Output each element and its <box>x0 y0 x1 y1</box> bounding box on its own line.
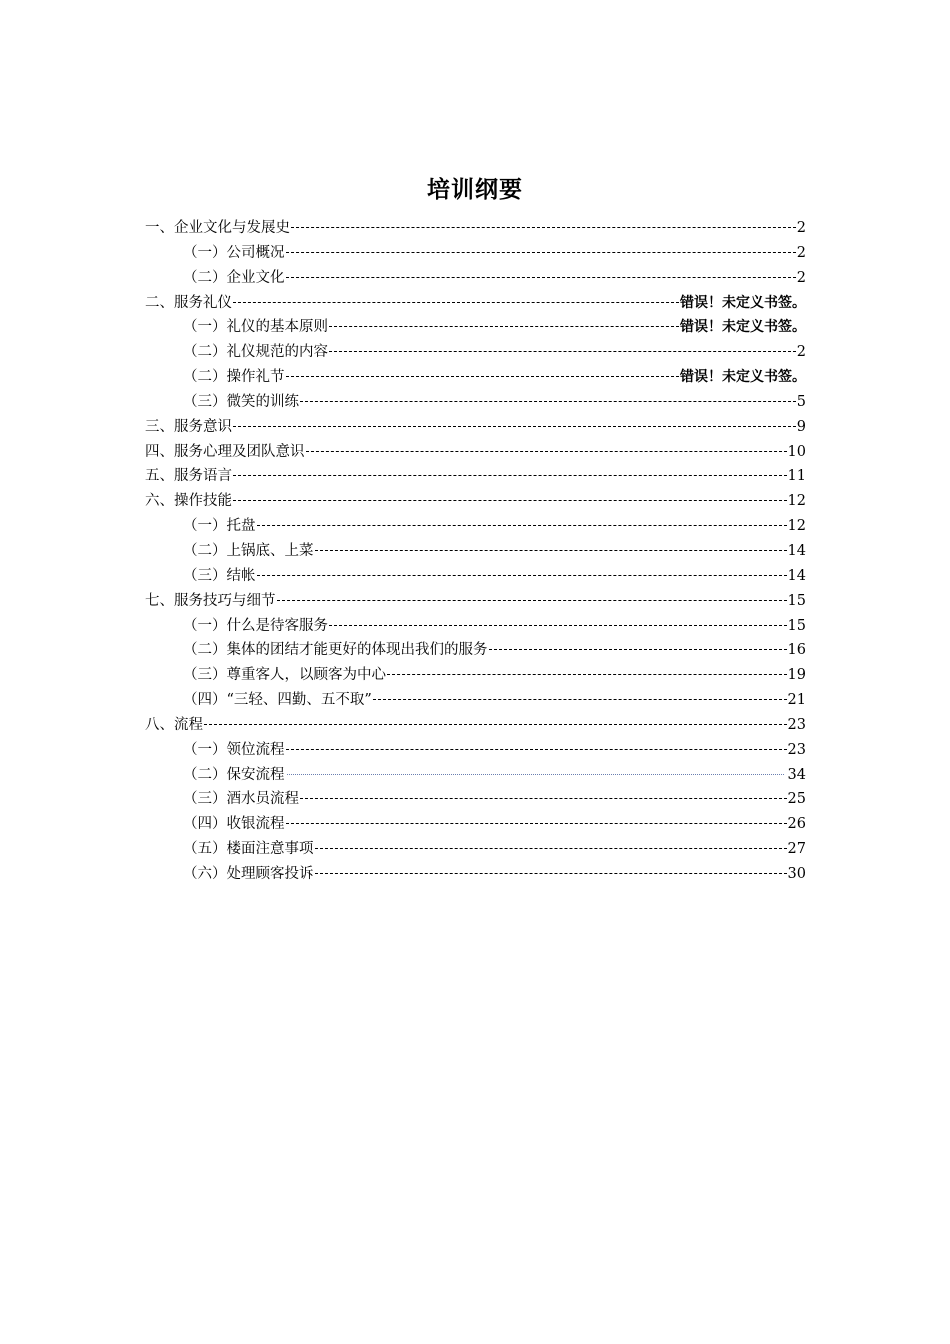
toc-entry-label: 一、企业文化与发展史 <box>145 220 290 236</box>
toc-leader <box>204 723 787 725</box>
toc-entry-label: （六）处理顾客投诉 <box>183 865 314 882</box>
toc-entry[interactable] <box>145 589 806 614</box>
toc-leader <box>373 698 787 700</box>
toc-entry[interactable] <box>145 763 806 788</box>
toc-entry[interactable] <box>145 514 806 539</box>
toc-leader <box>387 673 787 675</box>
toc-entry-page: 26 <box>787 816 806 833</box>
toc-leader <box>286 822 787 824</box>
toc-entry[interactable] <box>145 315 806 340</box>
toc-leader <box>286 251 796 253</box>
toc-entry-page: 27 <box>787 841 806 858</box>
toc-entry-label: （一）什么是待客服务 <box>183 617 328 634</box>
toc-entry-page: 5 <box>796 393 806 410</box>
toc-leader <box>329 624 787 626</box>
toc-leader <box>286 748 787 750</box>
toc-entry-error: 错误！未定义书签。 <box>680 294 806 311</box>
toc-entry-label: 五、服务语言 <box>145 468 232 485</box>
toc-entry-page: 23 <box>787 741 806 758</box>
toc-leader <box>286 375 680 377</box>
toc-entry-label: （二）集体的团结才能更好的体现出我们的服务 <box>183 642 488 659</box>
toc-entry[interactable] <box>145 340 806 365</box>
table-of-contents <box>145 216 806 887</box>
toc-entry[interactable] <box>145 365 806 390</box>
toc-leader <box>300 797 787 799</box>
toc-leader <box>277 599 787 601</box>
toc-leader <box>291 226 796 228</box>
toc-entry-label: （一）公司概况 <box>183 244 285 261</box>
toc-entry-page: 34 <box>787 766 806 783</box>
toc-leader <box>233 301 679 303</box>
toc-leader <box>286 276 796 278</box>
toc-entry-page: 12 <box>787 493 806 510</box>
toc-leader <box>300 400 796 402</box>
toc-leader <box>315 549 787 551</box>
toc-entry-page: 14 <box>787 567 806 584</box>
toc-leader <box>329 350 796 352</box>
toc-entry-label: 三、服务意识 <box>145 418 232 435</box>
toc-entry[interactable] <box>145 862 806 887</box>
toc-entry[interactable] <box>145 489 806 514</box>
toc-entry-page: 2 <box>796 269 806 286</box>
toc-entry-label: （二）企业文化 <box>183 269 285 286</box>
toc-leader <box>329 325 679 327</box>
toc-entry-label: （一）领位流程 <box>183 741 285 758</box>
toc-entry[interactable] <box>145 464 806 489</box>
toc-entry[interactable] <box>145 216 806 241</box>
toc-entry-page: 12 <box>787 518 806 535</box>
toc-entry-label: 二、服务礼仪 <box>145 294 232 311</box>
document-title: 培训纲要 <box>427 177 523 203</box>
toc-entry-label: 八、流程 <box>145 716 203 733</box>
toc-entry[interactable] <box>145 837 806 862</box>
toc-entry[interactable] <box>145 688 806 713</box>
toc-entry-page: 30 <box>787 865 806 882</box>
toc-entry-label: （三）尊重客人，以顾客为中心 <box>183 667 386 684</box>
toc-leader <box>257 574 787 576</box>
toc-entry-error: 错误！未定义书签。 <box>680 369 806 386</box>
toc-entry-label: （二）上锅底、上菜 <box>183 542 314 559</box>
toc-entry-label: （三）结帐 <box>183 567 256 584</box>
toc-leader <box>315 872 787 874</box>
toc-entry-page: 11 <box>787 468 806 485</box>
toc-entry-label: （一）托盘 <box>183 518 256 535</box>
toc-entry-label: 七、服务技巧与细节 <box>145 592 276 609</box>
toc-leader <box>233 474 787 476</box>
toc-entry[interactable] <box>145 539 806 564</box>
toc-entry[interactable] <box>145 787 806 812</box>
toc-entry[interactable] <box>145 713 806 738</box>
toc-entry-page: 15 <box>787 592 806 609</box>
toc-entry-page: 9 <box>796 418 806 435</box>
toc-entry-page: 2 <box>796 344 806 361</box>
toc-entry-page: 15 <box>787 617 806 634</box>
toc-leader <box>233 425 796 427</box>
toc-entry[interactable] <box>145 415 806 440</box>
toc-entry-page: 2 <box>796 220 806 236</box>
toc-entry-label: （二）保安流程 <box>183 766 285 783</box>
toc-leader <box>257 524 787 526</box>
toc-leader <box>315 847 787 849</box>
toc-entry-label: 六、操作技能 <box>145 493 232 510</box>
toc-entry-label: （三）微笑的训练 <box>183 393 299 410</box>
toc-entry-error: 错误！未定义书签。 <box>680 319 806 336</box>
toc-entry[interactable] <box>145 614 806 639</box>
toc-entry-page: 19 <box>787 667 806 684</box>
toc-entry[interactable] <box>145 291 806 316</box>
toc-entry[interactable] <box>145 663 806 688</box>
toc-leader <box>489 648 787 650</box>
toc-entry[interactable] <box>145 638 806 663</box>
toc-entry[interactable] <box>145 440 806 465</box>
toc-entry-page: 10 <box>787 443 806 460</box>
toc-entry[interactable] <box>145 241 806 266</box>
toc-entry[interactable] <box>145 390 806 415</box>
toc-entry-label: 四、服务心理及团队意识 <box>145 443 305 460</box>
toc-entry-label: （二）礼仪规范的内容 <box>183 344 328 361</box>
toc-leader <box>233 499 787 501</box>
toc-entry-label: （二）操作礼节 <box>183 369 285 386</box>
toc-entry[interactable] <box>145 738 806 763</box>
toc-entry-label: （五）楼面注意事项 <box>183 841 314 858</box>
toc-leader <box>287 773 784 775</box>
toc-entry[interactable] <box>145 812 806 837</box>
toc-entry-label: （一）礼仪的基本原则 <box>183 319 328 336</box>
toc-entry-page: 21 <box>787 692 806 709</box>
toc-leader <box>306 450 787 452</box>
toc-entry-label: （四）收银流程 <box>183 816 285 833</box>
toc-entry[interactable] <box>145 564 806 589</box>
toc-entry-page: 23 <box>787 716 806 733</box>
toc-entry-page: 16 <box>787 642 806 659</box>
toc-entry-page: 14 <box>787 542 806 559</box>
toc-entry[interactable] <box>145 266 806 291</box>
toc-entry-label: （四）“三轻、四勤、五不取” <box>183 692 372 709</box>
toc-entry-page: 2 <box>796 244 806 261</box>
toc-entry-label: （三）酒水员流程 <box>183 791 299 808</box>
toc-entry-page: 25 <box>787 791 806 808</box>
